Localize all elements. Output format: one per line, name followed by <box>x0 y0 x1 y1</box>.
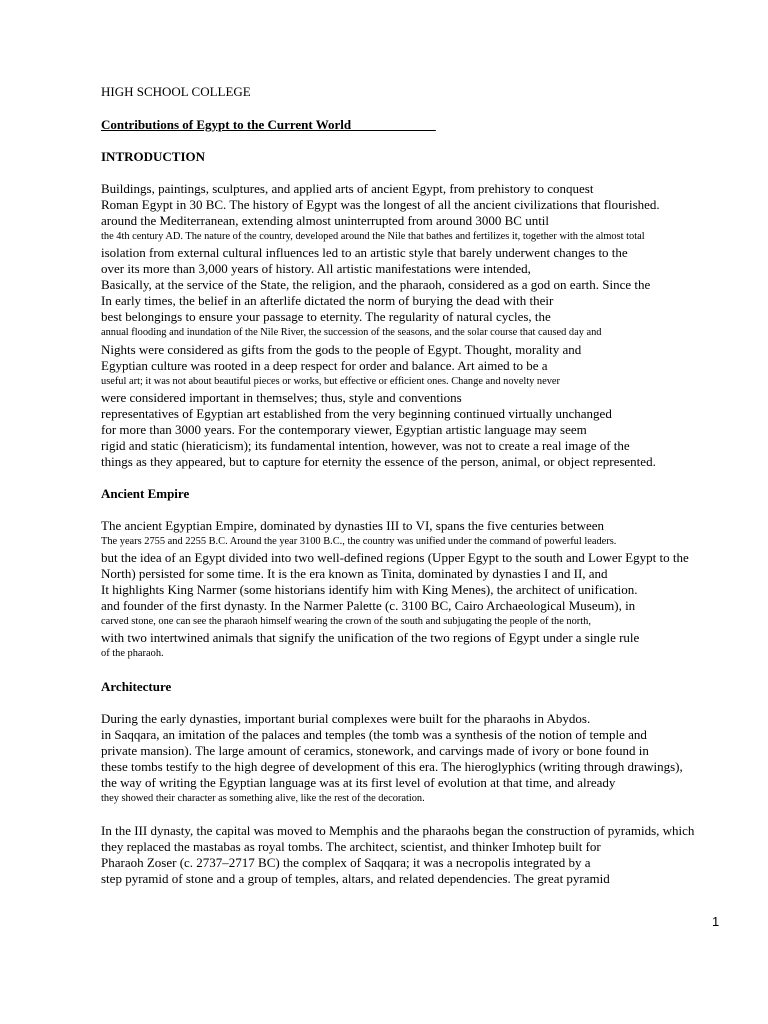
text-line: private mansion). The large amount of ceramics, stonework, and carvings made of ivory or bone found in <box>101 743 649 758</box>
text-line: representatives of Egyptian art established from the very beginning continued virtually unchanged <box>101 406 612 421</box>
text-line: over its more than 3,000 years of history. All artistic manifestations were intended, <box>101 261 531 276</box>
text-line: with two intertwined animals that signify the unification of the two regions of Egypt under a single rule <box>101 630 640 645</box>
text-line: In the III dynasty, the capital was moved to Memphis and the pharaohs began the construction of pyramids, which <box>101 823 695 838</box>
school-name: HIGH SCHOOL COLLEGE <box>101 84 251 99</box>
text-line: of the pharaoh. <box>101 648 164 659</box>
text-line: Egyptian culture was rooted in a deep respect for order and balance. Art aimed to be a <box>101 358 548 373</box>
text-line: they showed their character as something alive, like the rest of the decoration. <box>101 793 425 804</box>
text-line: Buildings, paintings, sculptures, and applied arts of ancient Egypt, from prehistory to conquest <box>101 181 594 196</box>
text-line: the way of writing the Egyptian language was at its first level of evolution at that time, and already <box>101 775 616 790</box>
text-line: in Saqqara, an imitation of the palaces and temples (the tomb was a synthesis of the notion of temple and <box>101 727 647 742</box>
text-line: The ancient Egyptian Empire, dominated by dynasties III to VI, spans the five centuries between <box>101 518 604 533</box>
text-line: In early times, the belief in an afterlife dictated the norm of burying the dead with their <box>101 293 554 308</box>
text-line: best belongings to ensure your passage to eternity. The regularity of natural cycles, the <box>101 309 551 324</box>
text-line: During the early dynasties, important burial complexes were built for the pharaohs in Abydos. <box>101 711 591 726</box>
text-line: the 4th century AD. The nature of the country, developed around the Nile that bathes and fertilizes it, together with the almost total <box>101 231 645 242</box>
text-line: The years 2755 and 2255 B.C. Around the year 3100 B.C., the country was unified under the command of powerful leaders. <box>101 536 617 547</box>
text-line: around the Mediterranean, extending almost uninterrupted from around 3000 BC until <box>101 213 550 228</box>
text-line: for more than 3000 years. For the contemporary viewer, Egyptian artistic language may seem <box>101 422 587 437</box>
text-line: North) persisted for some time. It is the era known as Tinita, dominated by dynasties I and II, and <box>101 566 608 581</box>
heading-architecture: Architecture <box>101 679 172 694</box>
text-line: Basically, at the service of the State, the religion, and the pharaoh, considered as a god on earth. Since the <box>101 277 651 292</box>
text-line: It highlights King Narmer (some historians identify him with King Menes), the architect of unification. <box>101 582 638 597</box>
text-line: rigid and static (hieraticism); its fundamental intention, however, was not to create a real image of the <box>101 438 630 453</box>
text-line: carved stone, one can see the pharaoh himself wearing the crown of the south and subjugating the people of the north, <box>101 616 591 627</box>
document-title: Contributions of Egypt to the Current World_____________ <box>101 117 436 132</box>
text-line: Nights were considered as gifts from the gods to the people of Egypt. Thought, morality and <box>101 342 582 357</box>
page-number: 1 <box>712 914 720 929</box>
text-line: useful art; it was not about beautiful pieces or works, but effective or efficient ones. Change and novelty never <box>101 376 560 387</box>
text-line: Pharaoh Zoser (c. 2737–2717 BC) the complex of Saqqara; it was a necropolis integrated by a <box>101 855 591 870</box>
heading-ancient-empire: Ancient Empire <box>101 486 190 501</box>
text-line: Roman Egypt in 30 BC. The history of Egypt was the longest of all the ancient civilizations that flourished. <box>101 197 660 212</box>
text-line: these tombs testify to the high degree of development of this era. The hieroglyphics (writing through drawings), <box>101 759 683 774</box>
text-line: step pyramid of stone and a group of temples, altars, and related dependencies. The great pyramid <box>101 871 610 886</box>
text-line: but the idea of an Egypt divided into two well-defined regions (Upper Egypt to the south and Lower Egypt to the <box>101 550 689 565</box>
text-line: were considered important in themselves; thus, style and conventions <box>101 390 462 405</box>
text-line: they replaced the mastabas as royal tombs. The architect, scientist, and thinker Imhotep built for <box>101 839 601 854</box>
text-line: annual flooding and inundation of the Nile River, the succession of the seasons, and the solar course that caused day and <box>101 327 602 338</box>
heading-introduction: INTRODUCTION <box>101 149 206 164</box>
text-line: isolation from external cultural influences led to an artistic style that barely underwent changes to the <box>101 245 628 260</box>
text-line: things as they appeared, but to capture for eternity the essence of the person, animal, or object represented. <box>101 454 656 469</box>
text-line: and founder of the first dynasty. In the Narmer Palette (c. 3100 BC, Cairo Archaeological Museum), in <box>101 598 636 613</box>
